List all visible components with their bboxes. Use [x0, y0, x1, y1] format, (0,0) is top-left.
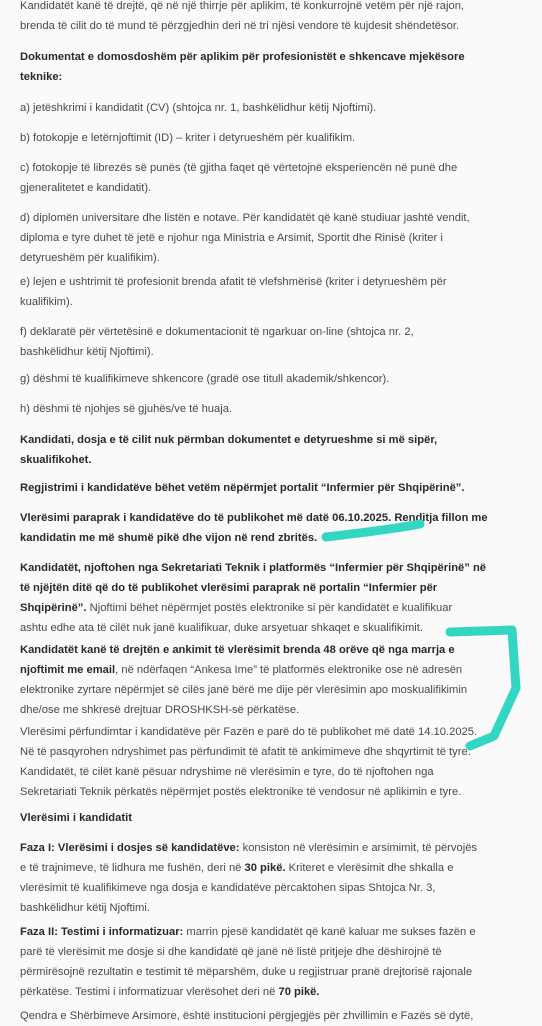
paragraph-registration — [20, 478, 522, 498]
paragraph-notify — [20, 558, 522, 638]
text-run: bashkëlidhur këtij Njoftimi. — [20, 902, 150, 914]
paragraph-item-f — [20, 322, 522, 362]
text-line: b) fotokopje e letërnjoftimit (ID) – kriter i detyrueshëm për kualifikim. — [20, 132, 356, 144]
text-line — [20, 558, 522, 578]
paragraph-phase1 — [20, 838, 522, 918]
bold-text: Shqipërinë”. — [20, 602, 87, 614]
text-line — [20, 700, 522, 720]
text-run: Njoftimi bëhet nëpërmjet postës elektronike si për kandidatët e kualifikuar — [86, 602, 453, 614]
text-line: g) dëshmi të kualifikimeve shkencore (gradë ose titull akademik/shkencor). — [20, 373, 390, 385]
bold-text: Kandidatët, njoftohen nga Sekretariati Teknik i platformës “Infermier për Shqipërinë” në — [20, 562, 487, 574]
text-line — [20, 962, 522, 982]
bold-text: të njëjtën ditë që do të publikohet vlerësimi paraprak në portalin “Infermier për — [20, 582, 438, 594]
text-line — [20, 598, 522, 618]
text-line: teknike: — [20, 71, 63, 83]
bold-text: 70 pikë. — [278, 986, 320, 998]
text-run: elektronike zyrtare nëpërmjet së cilës janë bërë me dije për vlerësimin apo moskualifikimin — [20, 684, 468, 696]
paragraph-docs-heading — [20, 47, 522, 87]
text-line: Dokumentat e domosdoshëm për aplikim për profesionistët e shkencave mjekësore — [20, 51, 465, 63]
paragraph-phase2 — [20, 922, 522, 1002]
paragraph-item-a — [20, 98, 522, 118]
text-line: a) jetëshkrimi i kandidatit (CV) (shtojca nr. 1, bashkëlidhur këtij Njoftimi). — [20, 102, 377, 114]
text-line: gjeneralitetet e kandidatit). — [20, 182, 152, 194]
paragraph-prelim — [20, 508, 522, 548]
text-line: f) deklaratë për vërtetësinë e dokumentacionit të ngarkuar on-line (shtojca nr. 2, — [20, 326, 414, 338]
text-line — [20, 922, 522, 942]
text-line: Vlerësimi paraprak i kandidatëve do të publikohet më datë 06.10.2025. Renditja fillon me — [20, 512, 488, 524]
paragraph-eval-heading — [20, 808, 522, 828]
text-line — [20, 942, 522, 962]
bold-text: Faza I: Vlerësimi i dosjes së kandidatëve: — [20, 842, 240, 854]
paragraph-disqualify — [20, 430, 522, 470]
bold-text: 30 pikë. — [244, 862, 286, 874]
paragraph-item-d — [20, 208, 522, 268]
paragraph-item-c — [20, 158, 522, 198]
text-line — [20, 578, 522, 598]
bold-text: Faza II: Testimi i informatizuar: — [20, 926, 184, 938]
text-line — [20, 838, 522, 858]
paragraph-final — [20, 722, 522, 802]
paragraph-appeal — [20, 640, 522, 720]
text-line: kualifikim). — [20, 296, 73, 308]
text-line: Sekretariati Teknik përkatës nëpërmjet postës elektronike të vendosur në aplikimin e tyre. — [20, 786, 462, 798]
text-run: përkatëse. Testimi i informatizuar vlerësohet deri në — [20, 986, 279, 998]
text-line: detyrueshëm për kualifikim). — [20, 252, 160, 264]
text-line: d) diplomën universitare dhe listën e notave. Për kandidatët që kanë studiuar jashtë vendit, — [20, 212, 470, 224]
text-run: parë të vlerësimit me dosje si dhe kandidatë që janë në listë pritjeje dhe dëshirojnë të — [20, 946, 442, 958]
text-line: Regjistrimi i kandidatëve bëhet vetëm nëpërmjet portalit “Infermier për Shqipërinë”. — [20, 482, 465, 494]
text-run: marrin pjesë kandidatët që kanë kaluar me sukses fazën e — [183, 926, 476, 938]
text-line: diploma e tyre duhet të jetë e njohur nga Ministria e Arsimit, Sportit dhe Rinisë (kriter i — [20, 232, 443, 244]
text-line: Qendra e Shërbimeve Arsimore, është institucioni përgjegjës për zhvillimin e Fazës së dytë, — [20, 1010, 474, 1022]
text-line: Vlerësimi i kandidatit — [20, 812, 132, 824]
text-line: c) fotokopje të librezës së punës (të gjitha faqet që vërtetojnë eksperiencën në punë dhe — [20, 162, 458, 174]
text-run: ashtu edhe ata të cilët nuk janë kualifikuar, duke arsyetuar shkaqet e skualifikimit. — [20, 622, 423, 634]
paragraph-intro — [20, 0, 522, 36]
text-line — [20, 982, 522, 1002]
text-run: Kriteret e vlerësimit dhe shkalla e — [285, 862, 454, 874]
text-line: h) dëshmi të njohjes së gjuhës/ve të huaja. — [20, 403, 233, 415]
text-line: Vlerësimi përfundimtar i kandidatëve për Fazën e parë do të publikohet më datë 14.10.2025. — [20, 726, 478, 738]
text-line — [20, 858, 522, 878]
bold-text: njoftimit me email — [20, 664, 116, 676]
paragraph-item-g — [20, 369, 522, 389]
paragraph-item-e — [20, 272, 522, 312]
text-line — [20, 618, 522, 638]
text-run: dhe/ose me shkresë drejtuar DROSHKSH-së përkatëse. — [20, 704, 300, 716]
paragraph-center — [20, 1006, 522, 1026]
text-run: vlerësimit të kualifikimeve nga dosja e kandidatëve përcaktohen sipas Shtojca Nr. 3, — [20, 882, 436, 894]
text-line: Kandidati, dosja e të cilit nuk përmban dokumentet e detyrueshme si më sipër, — [20, 434, 438, 446]
text-run: , në ndërfaqen “Ankesa Ime” të platformës elektronike ose në adresën — [115, 664, 463, 676]
text-line: kandidatin me më shumë pikë dhe vijon në rend zbritës. — [20, 532, 318, 544]
text-line: Kandidatët, të cilët kanë pësuar ndryshime në vlerësimin e tyre, do të njoftohen nga — [20, 766, 434, 778]
text-line: Në të pasqyrohen ndryshimet pas përfundimit të afatit të ankimimeve dhe shqyrtimit të tyre. — [20, 746, 471, 758]
bold-text: Kandidatët kanë të drejtën e ankimit të vlerësimit brenda 48 orëve që nga marrja e — [20, 644, 455, 656]
text-line — [20, 878, 522, 898]
paragraph-item-b — [20, 128, 522, 148]
text-line — [20, 640, 522, 660]
text-line: brenda të cilit do të mund të përzgjedhin deri në tri njësi vendore të kujdesit shëndetësor. — [20, 20, 460, 32]
text-run: e të trajnimeve, të lidhura me fushën, deri në — [20, 862, 245, 874]
text-run: përmirësojnë rezultatin e testimit të mëparshëm, duke u regjistruar pranë drejtorisë rajonale — [20, 966, 473, 978]
paragraph-item-h — [20, 399, 522, 419]
text-line — [20, 898, 522, 918]
text-line — [20, 660, 522, 680]
text-line: Kandidatët kanë të drejtë, që në një thirrje për aplikim, të konkurrojnë vetëm për një rajon, — [20, 0, 465, 12]
text-line — [20, 680, 522, 700]
text-line: e) lejen e ushtrimit të profesionit brenda afatit të vlefshmërisë (kriter i detyrueshëm për — [20, 276, 447, 288]
text-run: konsiston në vlerësimin e arsimimit, të përvojës — [239, 842, 478, 854]
text-line: bashkëlidhur këtij Njoftimi). — [20, 346, 154, 358]
text-line: skualifikohet. — [20, 454, 92, 466]
